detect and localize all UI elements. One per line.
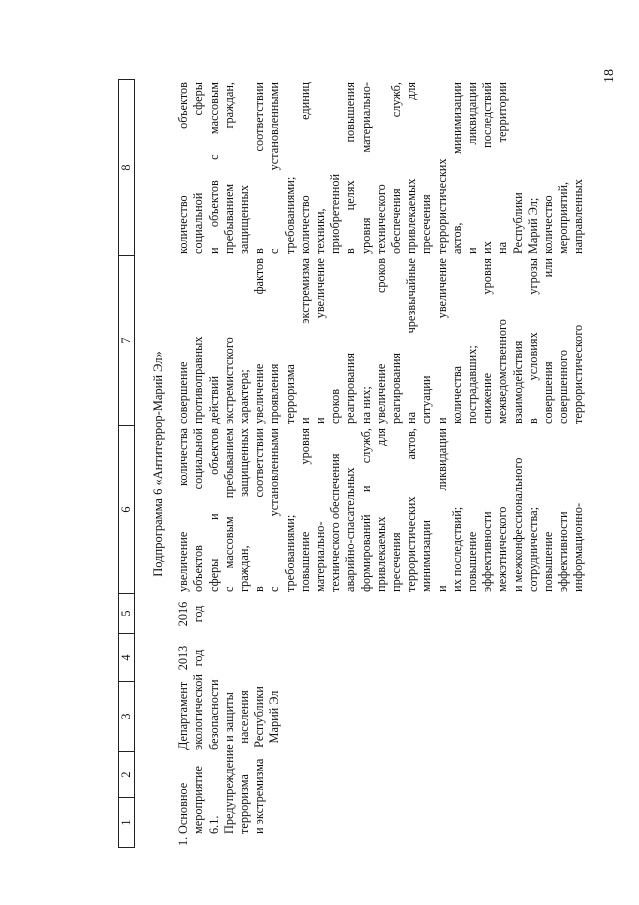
end-year-cell: [176, 594, 206, 634]
consequence-line: снижение уровня: [480, 258, 495, 424]
result-line: эффективности: [480, 511, 495, 592]
indicator-line: техники,: [313, 208, 328, 254]
result-line: граждан, защищенных: [237, 428, 252, 592]
indicator-line: актов, минимизации: [449, 82, 464, 254]
consequence-line: характера;: [237, 369, 252, 424]
header-col-8: 8: [119, 80, 135, 256]
indicator-line: количество объектов: [176, 82, 191, 254]
header-row: [119, 80, 135, 848]
header-col-4: 4: [119, 634, 135, 682]
consequence-line: совершенного: [556, 349, 571, 424]
result-line: и межконфессионального: [510, 457, 525, 592]
result-line: информационно-: [571, 502, 586, 592]
result-line: эффективности: [556, 511, 571, 592]
executor-line: Марий Эл: [267, 690, 282, 744]
indicator-line: обеспечения служб,: [389, 82, 404, 254]
consequences-cell: [176, 256, 586, 426]
consequence-line: совершение: [176, 361, 191, 424]
result-line: материально-: [313, 521, 328, 592]
indicator-line: социальной сферы: [191, 82, 206, 254]
consequence-line: межведомственного: [495, 319, 510, 424]
consequence-line: реагирования: [343, 352, 358, 424]
end-year: 2016: [176, 601, 191, 627]
result-line: объектов социальной: [191, 428, 206, 592]
subprogram-title: Подпрограмма 6 «Антитеррор-Марий Эл»: [151, 351, 166, 577]
indicator-line: количество единиц: [297, 82, 312, 254]
indicator-line: уровня материально-: [358, 82, 373, 254]
consequence-line: на них;: [358, 386, 373, 424]
consequence-line: сроков: [328, 388, 343, 424]
indicator-line: технического: [373, 184, 388, 254]
header-col-3: 3: [119, 682, 135, 752]
row-number: 1.: [176, 836, 191, 846]
start-year-unit: год: [191, 649, 206, 667]
result-line: требованиями;: [282, 514, 297, 592]
consequence-line: реагирования: [389, 352, 404, 424]
indicator-line: мероприятий,: [556, 181, 571, 254]
measure-line: мероприятие 6.1.: [191, 766, 221, 834]
indicator-line: террористических: [434, 158, 449, 254]
result-line: увеличение количества: [176, 428, 191, 592]
end-year-unit: год: [191, 605, 206, 623]
indicator-line: пребыванием граждан,: [221, 82, 236, 254]
result-line: пресечения: [389, 532, 404, 592]
executor-line: населения: [237, 690, 252, 744]
result-line: и ликвидации: [434, 428, 449, 592]
executor-line: Департамент: [176, 681, 191, 750]
consequence-line: увеличение фактов: [252, 258, 267, 424]
consequence-line: и увеличение: [313, 258, 328, 424]
result-line: повышение уровня: [297, 428, 312, 592]
executor-line: безопасности: [206, 679, 221, 750]
result-line: аварийно-спасательных: [343, 467, 358, 592]
executor-line: экологической: [191, 673, 206, 750]
indicator-line: Республики: [510, 192, 525, 254]
consequence-line: увеличение сроков: [373, 258, 388, 424]
start-year-cell: [176, 634, 206, 682]
header-col-1: 1: [119, 798, 135, 848]
result-line: формирований и служб,: [358, 428, 373, 592]
result-line: повышение: [465, 531, 480, 592]
executor-line: Республики: [252, 686, 267, 748]
indicator-line: приобретенной: [328, 173, 343, 254]
header-col-5: 5: [119, 594, 135, 634]
indicator-line: с установленными: [267, 82, 282, 254]
consequence-line: и экстремизма: [297, 258, 312, 424]
consequence-line: действий: [206, 375, 221, 424]
result-line: привлекаемых для: [373, 428, 388, 592]
consequence-line: пострадавших;: [465, 345, 480, 424]
indicator-line: на территории: [495, 82, 510, 254]
consequence-line: взаимодействия: [510, 340, 525, 424]
consequence-line: на чрезвычайные: [404, 258, 419, 424]
result-line: с массовым пребыванием: [221, 428, 236, 592]
header-col-6: 6: [119, 426, 135, 594]
executor-line: и защиты: [221, 692, 236, 742]
result-line: минимизации: [419, 520, 434, 592]
page-number: 18: [602, 69, 617, 83]
landscape-page: [118, 80, 586, 848]
indicator-line: в целях повышения: [343, 82, 358, 254]
consequence-line: противоправных: [191, 336, 206, 424]
header-col-7: 7: [119, 256, 135, 426]
result-line: с установленными: [267, 428, 282, 592]
consequence-line: в условиях угрозы: [525, 258, 540, 424]
expected-result-cell: [176, 426, 586, 594]
consequence-line: совершения или: [541, 258, 556, 424]
consequence-line: количества: [449, 366, 464, 424]
result-line: технического обеспечения: [328, 453, 343, 592]
indicator-line: их последствий: [480, 82, 495, 254]
indicator-line: направленных: [571, 179, 586, 254]
measure-line: терроризма: [237, 774, 252, 834]
indicator-line: требованиями;: [282, 176, 297, 254]
result-line: их последствий;: [449, 506, 464, 592]
result-line: повышение: [541, 531, 556, 592]
measure-line: Предупреждение: [221, 744, 236, 834]
consequence-line: террористического: [571, 324, 586, 424]
consequence-line: ситуации: [419, 375, 434, 424]
executor-cell: [176, 673, 282, 752]
indicator-line: защищенных: [237, 185, 252, 254]
consequence-line: терроризма: [282, 364, 297, 424]
result-line: террористических актов,: [404, 428, 419, 592]
indicator-line: в соответствии: [252, 82, 267, 254]
result-line: межэтнического: [495, 506, 510, 592]
indicator-line: Марий Эл;: [525, 197, 540, 254]
indicator-line: пресечения: [419, 194, 434, 254]
indicator-line: количество: [541, 195, 556, 254]
header-col-2: 2: [119, 752, 135, 798]
column-number-header: [118, 79, 135, 848]
measure-cell: [176, 744, 267, 836]
measure-line: и экстремизма: [252, 758, 267, 834]
measure-line: Основное: [176, 782, 191, 834]
indicator-line: и объектов с массовым: [206, 82, 221, 254]
consequence-line: и увеличение: [434, 258, 449, 424]
result-line: в соответствии: [252, 428, 267, 592]
start-year: 2013: [176, 645, 191, 671]
consequence-line: проявления: [267, 363, 282, 424]
indicators-cell: [176, 80, 586, 256]
table-row: [176, 80, 586, 848]
consequence-line: экстремистского: [221, 337, 236, 424]
result-line: сферы и объектов: [206, 428, 221, 592]
indicator-line: и ликвидации: [465, 82, 480, 254]
result-line: сотрудничества;: [525, 506, 540, 592]
indicator-line: привлекаемых для: [404, 82, 419, 254]
